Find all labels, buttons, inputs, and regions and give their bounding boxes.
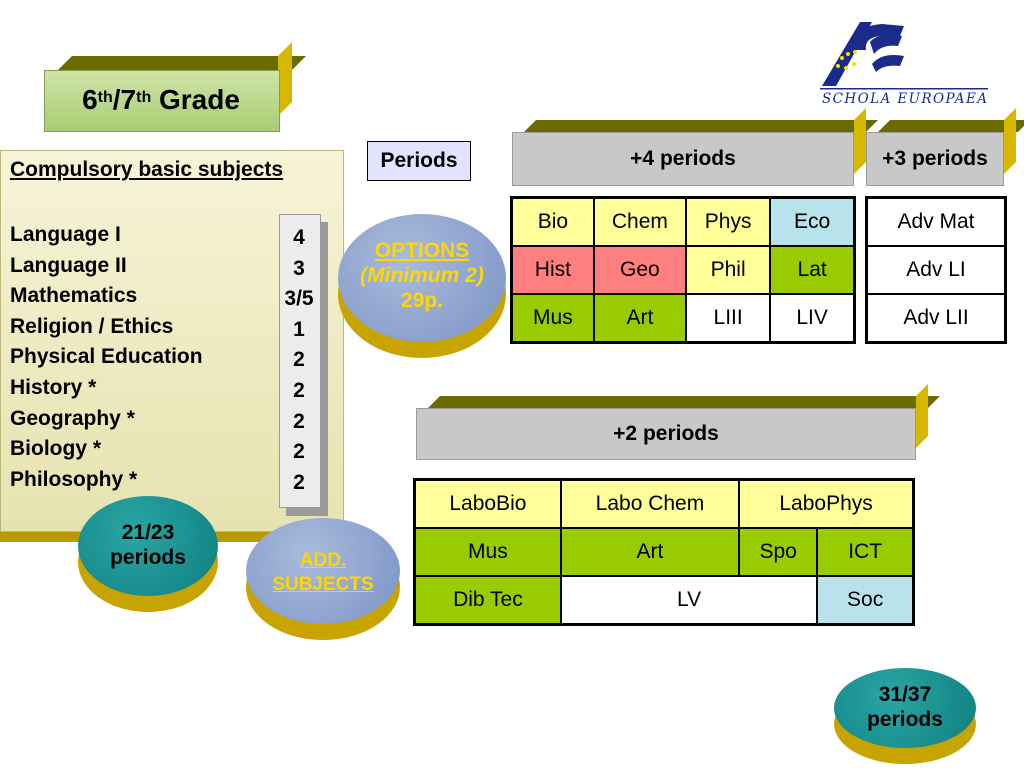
subject-item: Philosophy * [10, 467, 138, 491]
grid-cell: LV [561, 576, 817, 625]
grid-cell: Bio [512, 198, 594, 247]
grid-cell: Spo [739, 528, 817, 576]
period-value: 1 [293, 317, 305, 341]
subject-item: Geography * [10, 406, 135, 430]
plus4-grid [510, 196, 856, 344]
subject-item: Physical Education [10, 345, 203, 369]
subject-item: Religion / Ethics [10, 314, 174, 338]
grid-cell: Geo [594, 246, 686, 294]
add-subjects-text: ADD. SUBJECTS [272, 550, 374, 595]
subject-item: Language II [10, 253, 127, 277]
compulsory-total-text: 21/23 periods [110, 521, 186, 569]
period-value: 3/5 [284, 287, 314, 311]
plus3-grid [865, 196, 1007, 344]
grid-cell: Chem [594, 198, 686, 247]
grid-cell: Eco [770, 198, 854, 247]
schola-europaea-logo [812, 14, 992, 106]
plus2-header: +2 periods [416, 408, 916, 460]
subject-item: Language I [10, 223, 121, 246]
period-value: 2 [293, 378, 305, 402]
grid-cell: Art [561, 528, 739, 576]
subject-item: Mathematics [10, 284, 138, 308]
grid-cell: Art [594, 294, 686, 343]
grid-cell: LIII [686, 294, 770, 343]
grid-cell: ICT [817, 528, 913, 576]
subject-item: History * [10, 375, 97, 399]
grid-cell: LaboBio [415, 480, 561, 529]
plus3-header: +3 periods [866, 132, 1004, 186]
grid-cell: Adv Mat [867, 198, 1006, 247]
grid-cell: Mus [512, 294, 594, 343]
page-title: 6 $^{th}$ /7 $^{th}$ Grade [82, 84, 240, 115]
plus4-header: +4 periods [512, 132, 854, 186]
grid-cell: Labo Chem [561, 480, 739, 529]
subject-item: Biology * [10, 437, 102, 461]
grid-cell: Phys [686, 198, 770, 247]
periods-label: Periods [367, 141, 471, 181]
period-value: 4 [293, 226, 305, 249]
grid-cell: Adv LI [867, 246, 1006, 294]
period-value: 2 [293, 409, 305, 433]
compulsory-heading: Compulsory basic subjects [10, 158, 284, 181]
period-value: 2 [293, 470, 305, 494]
options-text: OPTIONS (Minimum 2) 29p. [360, 238, 484, 312]
grid-cell: LIV [770, 294, 854, 343]
period-value: 2 [293, 440, 305, 464]
plus2-grid [413, 478, 915, 626]
period-value: 3 [293, 256, 305, 280]
subject-list [10, 220, 203, 495]
svg-text:SCHOLA EUROPAEA: SCHOLA EUROPAEA [822, 91, 987, 106]
grid-cell: Phil [686, 246, 770, 294]
grid-cell: Dib Tec [415, 576, 561, 625]
grid-cell: LaboPhys [739, 480, 913, 529]
periods-values [279, 223, 319, 498]
grid-cell: Lat [770, 246, 854, 294]
period-value: 2 [293, 348, 305, 372]
grid-cell: Hist [512, 246, 594, 294]
grand-total-text: 31/37 periods [867, 683, 943, 731]
grid-cell: Adv LII [867, 294, 1006, 343]
grid-cell: Soc [817, 576, 913, 625]
grid-cell: Mus [415, 528, 561, 576]
